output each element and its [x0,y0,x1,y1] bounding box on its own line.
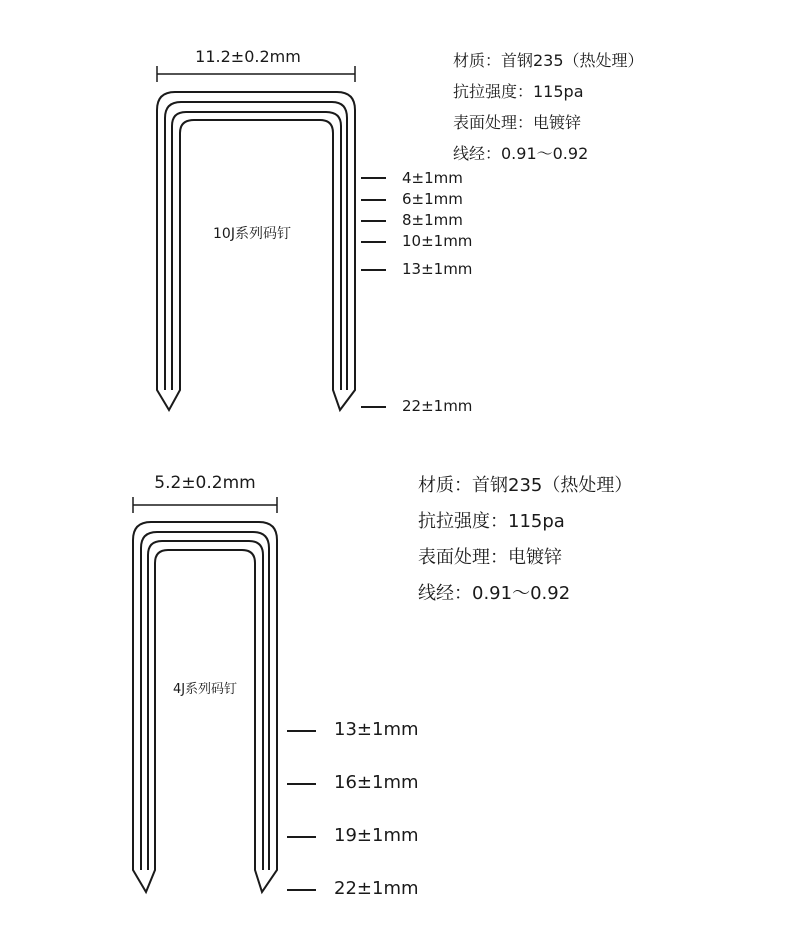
staple-4j-spec-material: 材质：首钢235（热处理） [418,475,633,496]
staple-10j-outline-inner [165,102,347,390]
staple-10j-spec-surface: 表面处理：电镀锌 [453,113,582,132]
staple-4j-spec-surface: 表面处理：电镀锌 [418,547,562,568]
staple-4j-outline-outer [133,522,277,892]
staple-4j-length-22: 22±1mm [334,878,419,899]
staple-10j-length-8: 8±1mm [402,211,463,229]
staple-10j-outline-inner2 [172,112,341,390]
staple-10j-spec-tensile: 抗拉强度：115pa [453,82,584,101]
staple-4j-outline-inner2 [148,541,263,870]
staple-10j-spec-wire: 线经：0.91～0.92 [453,144,589,163]
staple-4j-length-13: 13±1mm [334,719,419,740]
staple-10j-length-4: 4±1mm [402,169,463,187]
staple-10j-spec-material: 材质：首钢235（热处理） [453,51,644,70]
staple-10j-length-13: 13±1mm [402,260,473,278]
staple-10j-length-22: 22±1mm [402,397,473,415]
staple-4j-length-19: 19±1mm [334,825,419,846]
staple-10j-width-label: 11.2±0.2mm [195,47,301,66]
staple-4j-length-16: 16±1mm [334,772,419,793]
staple-4j-width-label: 5.2±0.2mm [154,473,256,493]
staple-4j-spec-wire: 线经：0.91～0.92 [418,583,571,604]
staple-4j-series-label: 4J系列码钉 [172,682,238,697]
staple-4j-spec-tensile: 抗拉强度：115pa [418,511,565,532]
staple-10j-length-10: 10±1mm [402,232,473,250]
staple-10j-length-6: 6±1mm [402,190,463,208]
staple-10j-outline-outer [157,92,355,410]
staple-10j-series-label: 10J系列码钉 [213,226,291,242]
staple-4j-outline-inner [141,532,269,870]
